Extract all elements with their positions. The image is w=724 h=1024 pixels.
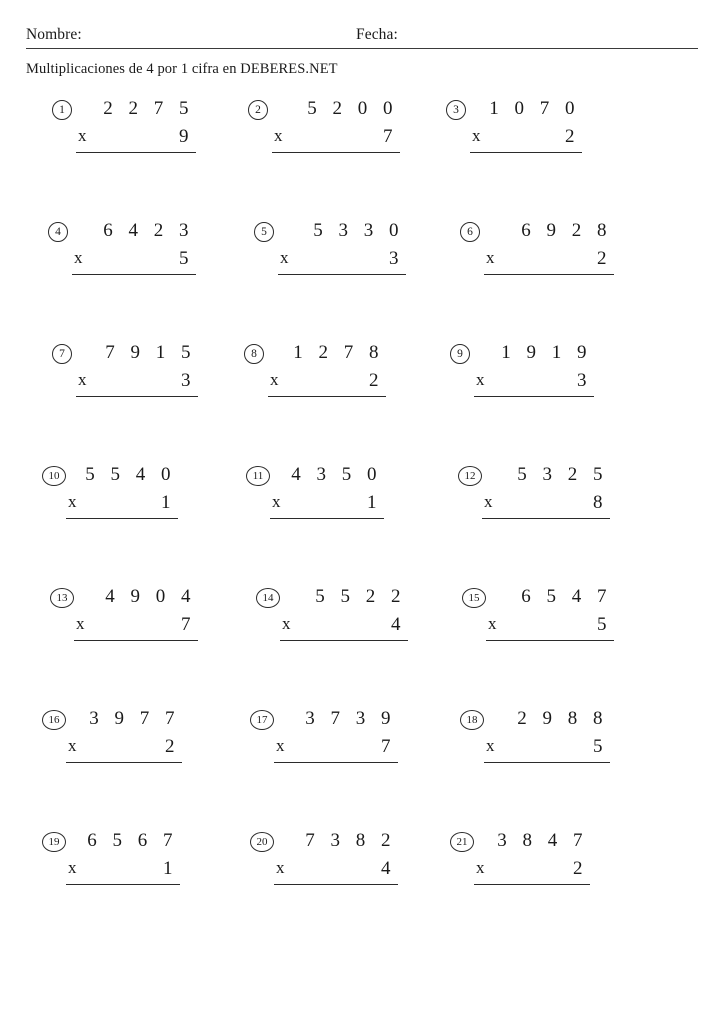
- date-label: Fecha:: [356, 26, 398, 43]
- multiplier: 2: [573, 858, 588, 879]
- problem-cell: [446, 462, 636, 584]
- multiply-operator-icon: x: [282, 614, 291, 633]
- multiplier: 3: [181, 370, 196, 391]
- multiplier: 7: [383, 126, 398, 147]
- problem-number-badge: 9: [450, 344, 470, 364]
- problem-row: [24, 584, 700, 706]
- operation-line: [76, 122, 196, 153]
- problem-number-badge: 14: [256, 588, 280, 608]
- operation-line: [272, 122, 400, 153]
- problem-number-badge: 16: [42, 710, 66, 730]
- multiplier: 7: [381, 736, 396, 757]
- multiplier: 8: [593, 492, 608, 513]
- multiplicand: 2 9 8 8: [517, 708, 608, 729]
- problem-cell: [244, 340, 434, 462]
- multiply-operator-icon: x: [484, 492, 493, 511]
- multiplication-problem: [42, 828, 180, 885]
- multiplicand: 4 9 0 4: [105, 586, 196, 607]
- multiplication-problem: [462, 584, 614, 641]
- multiplier: 2: [597, 248, 612, 269]
- problem-row: [24, 218, 700, 340]
- operation-line: [270, 488, 384, 519]
- multiplicand: 7 3 8 2: [305, 830, 396, 851]
- operation-line: [280, 610, 408, 641]
- operation-line: [474, 854, 590, 885]
- multiplicand: 6 4 2 3: [103, 220, 194, 241]
- problem-cell: [446, 706, 636, 828]
- operation-line: [274, 732, 398, 763]
- multiplication-problem: [256, 584, 408, 641]
- multiplicand: 2 2 7 5: [103, 98, 194, 119]
- multiplier: 3: [389, 248, 404, 269]
- operation-line: [66, 732, 182, 763]
- multiplier: 1: [163, 858, 178, 879]
- multiplicand: 5 3 3 0: [313, 220, 404, 241]
- problem-number-badge: 8: [244, 344, 264, 364]
- problem-number-badge: 17: [250, 710, 274, 730]
- multiplication-problem: [458, 462, 610, 519]
- problem-cell: [244, 462, 434, 584]
- multiplier: 9: [179, 126, 194, 147]
- operation-line: [470, 122, 582, 153]
- operation-line: [76, 366, 198, 397]
- problem-number-badge: 4: [48, 222, 68, 242]
- operation-line: [274, 854, 398, 885]
- multiply-operator-icon: x: [486, 248, 495, 267]
- problem-number-badge: 7: [52, 344, 72, 364]
- multiplier: 5: [597, 614, 612, 635]
- problem-cell: [42, 462, 232, 584]
- multiplicand: 3 7 3 9: [305, 708, 396, 729]
- multiplier: 2: [165, 736, 180, 757]
- problem-cell: [446, 96, 636, 218]
- problem-number-badge: 1: [52, 100, 72, 120]
- problem-number-badge: 15: [462, 588, 486, 608]
- multiply-operator-icon: x: [78, 370, 87, 389]
- problem-number-badge: 2: [248, 100, 268, 120]
- problem-cell: [244, 218, 434, 340]
- multiplier: 3: [577, 370, 592, 391]
- problem-number-badge: 21: [450, 832, 474, 852]
- operation-line: [72, 244, 196, 275]
- problem-number-badge: 6: [460, 222, 480, 242]
- multiplier: 7: [181, 614, 196, 635]
- problem-cell: [42, 706, 232, 828]
- name-label: Nombre:: [26, 26, 82, 43]
- multiplier: 1: [367, 492, 382, 513]
- multiply-operator-icon: x: [472, 126, 481, 145]
- problem-number-badge: 3: [446, 100, 466, 120]
- problem-number-badge: 11: [246, 466, 270, 486]
- multiplication-problem: [250, 706, 398, 763]
- multiplication-problem: [254, 218, 406, 275]
- multiplicand: 6 5 6 7: [87, 830, 178, 851]
- problem-row: [24, 340, 700, 462]
- problem-number-badge: 5: [254, 222, 274, 242]
- multiplicand: 7 9 1 5: [105, 342, 196, 363]
- operation-line: [486, 610, 614, 641]
- multiplication-problem: [52, 340, 198, 397]
- problem-cell: [42, 584, 232, 706]
- multiplicand: 6 5 4 7: [521, 586, 612, 607]
- multiplicand: 6 9 2 8: [521, 220, 612, 241]
- operation-line: [482, 488, 610, 519]
- problem-cell: [244, 584, 434, 706]
- multiplication-problem: [450, 340, 594, 397]
- multiplication-problem: [460, 706, 610, 763]
- multiplicand: 5 3 2 5: [517, 464, 608, 485]
- multiply-operator-icon: x: [476, 370, 485, 389]
- multiplication-problem: [246, 462, 384, 519]
- problem-row: [24, 96, 700, 218]
- multiplicand: 5 5 2 2: [315, 586, 406, 607]
- multiplication-problem: [50, 584, 198, 641]
- operation-line: [66, 854, 180, 885]
- multiply-operator-icon: x: [276, 858, 285, 877]
- multiplier: 1: [161, 492, 176, 513]
- multiply-operator-icon: x: [272, 492, 281, 511]
- multiply-operator-icon: x: [476, 858, 485, 877]
- problem-number-badge: 19: [42, 832, 66, 852]
- multiply-operator-icon: x: [68, 858, 77, 877]
- problem-cell: [446, 218, 636, 340]
- multiplicand: 1 9 1 9: [501, 342, 592, 363]
- multiplication-problem: [460, 218, 614, 275]
- multiply-operator-icon: x: [488, 614, 497, 633]
- problem-cell: [446, 584, 636, 706]
- multiplier: 5: [593, 736, 608, 757]
- multiply-operator-icon: x: [274, 126, 283, 145]
- multiply-operator-icon: x: [78, 126, 87, 145]
- multiply-operator-icon: x: [486, 736, 495, 755]
- operation-line: [474, 366, 594, 397]
- problem-cell: [42, 218, 232, 340]
- problem-number-badge: 10: [42, 466, 66, 486]
- multiplier: 2: [565, 126, 580, 147]
- multiplication-problem: [244, 340, 386, 397]
- multiplication-problem: [52, 96, 196, 153]
- worksheet-subtitle: Multiplicaciones de 4 por 1 cifra en DEBERES.NET: [26, 61, 338, 77]
- multiply-operator-icon: x: [276, 736, 285, 755]
- multiply-operator-icon: x: [74, 248, 83, 267]
- problem-row: [24, 706, 700, 828]
- problem-cell: [244, 96, 434, 218]
- operation-line: [74, 610, 198, 641]
- multiplication-problem: [250, 828, 398, 885]
- multiplication-problem: [42, 706, 182, 763]
- problem-number-badge: 12: [458, 466, 482, 486]
- problem-cell: [446, 828, 636, 950]
- multiply-operator-icon: x: [68, 492, 77, 511]
- header-divider: [26, 48, 698, 49]
- problem-number-badge: 20: [250, 832, 274, 852]
- multiplication-problem: [446, 96, 582, 153]
- multiplicand: 1 0 7 0: [489, 98, 580, 119]
- multiplier: 4: [381, 858, 396, 879]
- multiply-operator-icon: x: [76, 614, 85, 633]
- multiplier: 2: [369, 370, 384, 391]
- multiply-operator-icon: x: [270, 370, 279, 389]
- problems-grid: [24, 96, 700, 950]
- multiplication-problem: [248, 96, 400, 153]
- problem-row: [24, 462, 700, 584]
- multiplier: 4: [391, 614, 406, 635]
- multiplicand: 3 9 7 7: [89, 708, 180, 729]
- problem-cell: [42, 828, 232, 950]
- problem-row: [24, 828, 700, 950]
- problem-cell: [446, 340, 636, 462]
- problem-cell: [244, 706, 434, 828]
- worksheet-header: [24, 26, 700, 44]
- problem-number-badge: 13: [50, 588, 74, 608]
- operation-line: [66, 488, 178, 519]
- operation-line: [484, 244, 614, 275]
- multiply-operator-icon: x: [280, 248, 289, 267]
- multiplicand: 5 2 0 0: [307, 98, 398, 119]
- problem-cell: [244, 828, 434, 950]
- problem-number-badge: 18: [460, 710, 484, 730]
- operation-line: [278, 244, 406, 275]
- multiply-operator-icon: x: [68, 736, 77, 755]
- multiplicand: 5 5 4 0: [85, 464, 176, 485]
- multiplication-problem: [48, 218, 196, 275]
- operation-line: [268, 366, 386, 397]
- multiplication-problem: [450, 828, 590, 885]
- multiplicand: 1 2 7 8: [293, 342, 384, 363]
- multiplicand: 4 3 5 0: [291, 464, 382, 485]
- multiplication-problem: [42, 462, 178, 519]
- multiplicand: 3 8 4 7: [497, 830, 588, 851]
- operation-line: [484, 732, 610, 763]
- multiplier: 5: [179, 248, 194, 269]
- problem-cell: [42, 340, 232, 462]
- problem-cell: [42, 96, 232, 218]
